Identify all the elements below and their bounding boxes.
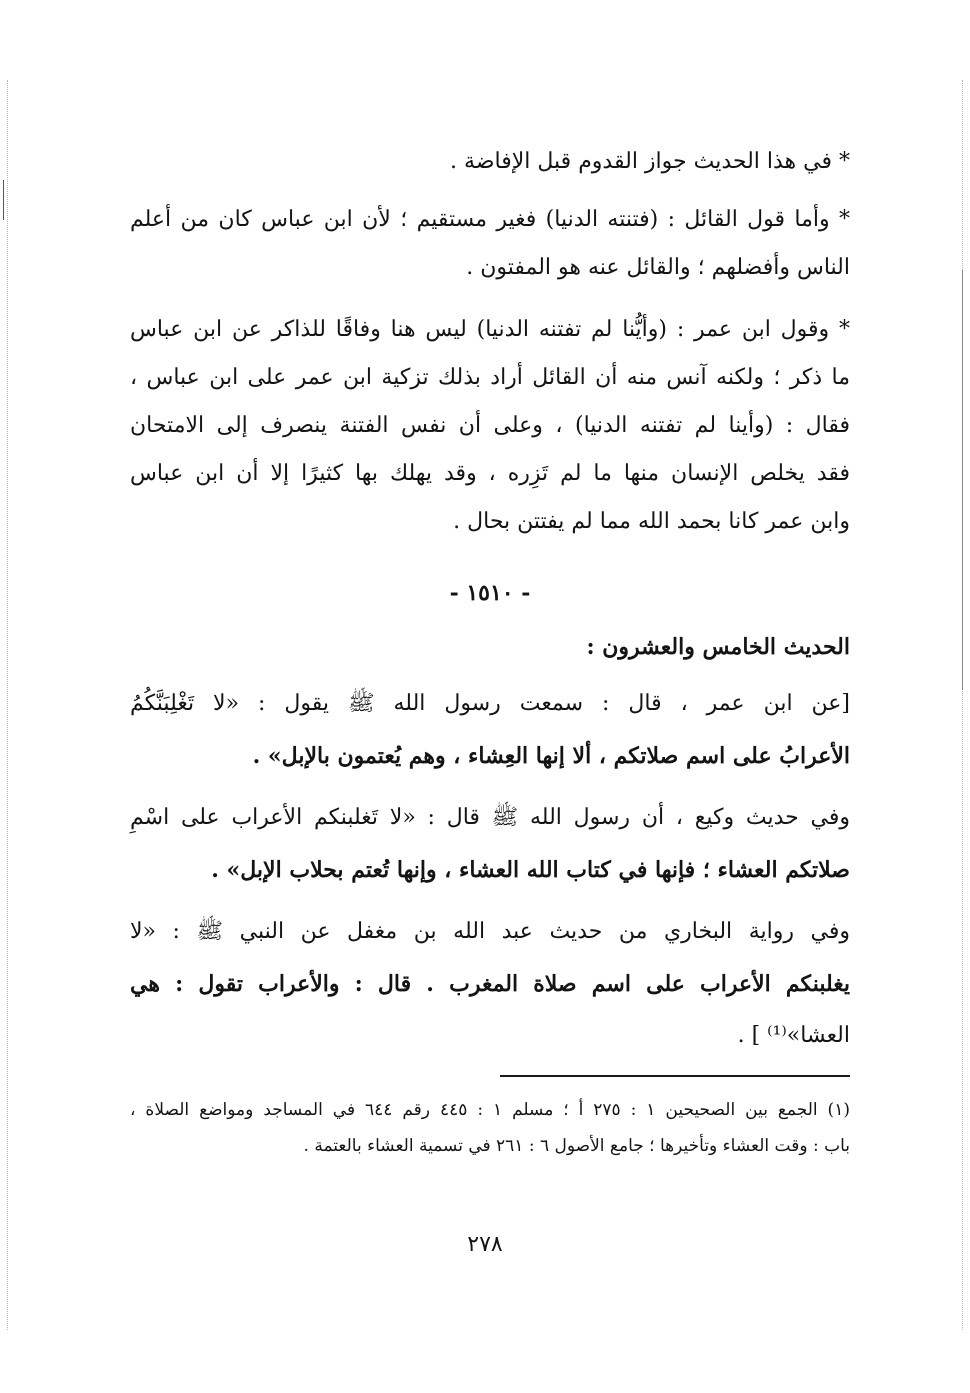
text-line: فقال : (وأينا لم تفتنه الدنيا) ، وعلى أن نفس الفتنة ينصرف إلى الامتحان <box>130 413 850 438</box>
text-line: [عن ابن عمر ، قال : سمعت رسول الله ﷺ يقول : «لا تَغْلِبَنَّكُمُ <box>130 691 850 716</box>
right-edge-dots <box>962 80 963 1330</box>
section-number: - ١٥١٠ - <box>449 580 531 606</box>
text-line: يغلبنكم الأعراب على اسم صلاة المغرب . قال : والأعراب تقول : هي <box>130 971 850 997</box>
text-line: * في هذا الحديث جواز القدوم قبل الإفاضة . <box>450 149 850 174</box>
text-line: العشا»⁽¹⁾ ] . <box>737 1023 850 1048</box>
footnote-line: (١) الجمع بين الصحيحين ١ : ٢٧٥ أ ؛ مسلم ١ : ٤٤٥ رقم ٦٤٤ في المساجد ومواضع الصلاة ، <box>130 1100 850 1120</box>
footnote-divider <box>500 1075 850 1077</box>
text-line: وفي حديث وكيع ، أن رسول الله ﷺ قال : «لا تَغلبنكم الأعراب على اسْمِ <box>130 805 850 830</box>
text-line: * وأما قول القائل : (فتنته الدنيا) فغير مستقيم ؛ لأن ابن عباس كان من أعلم <box>130 207 850 232</box>
text-line: ما ذكر ؛ ولكنه آنس منه أن القائل أراد بذلك تزكية ابن عمر على ابن عباس ، <box>130 365 850 390</box>
text-line: وابن عمر كانا بحمد الله مما لم يفتتن بحال . <box>453 509 850 534</box>
text-line: الأعرابُ على اسم صلاتكم ، ألا إنها العِشاء ، وهم يُعتمون بالإبل» . <box>252 743 850 769</box>
right-edge-mark <box>962 270 963 690</box>
hadith-title: الحديث الخامس والعشرون : <box>586 634 850 660</box>
text-line: الناس وأفضلهم ؛ والقائل عنه هو المفتون . <box>466 255 850 280</box>
left-edge-dots <box>7 80 8 1330</box>
text-line: وفي رواية البخاري من حديث عبد الله بن مغفل عن النبي ﷺ : «لا <box>130 919 850 944</box>
text-line: فقد يخلص الإنسان منها ما لم تَزِره ، وقد يهلك بها كثيرًا إلا أن ابن عباس <box>130 461 850 486</box>
footnote-line: باب : وقت العشاء وتأخيرها ؛ جامع الأصول ٦ : ٢٦١ في تسمية العشاء بالعتمة . <box>303 1136 850 1156</box>
left-edge-mark <box>3 180 4 220</box>
text-line: * وقول ابن عمر : (وأيُّنا لم تفتنه الدنيا) ليس هنا وفاقًا للذاكر عن ابن عباس <box>130 317 850 342</box>
text-line: صلاتكم العشاء ؛ فإنها في كتاب الله العشاء ، وإنها تُعتم بحلاب الإبل» . <box>211 857 850 883</box>
page-number: ٢٧٨ <box>467 1232 503 1257</box>
